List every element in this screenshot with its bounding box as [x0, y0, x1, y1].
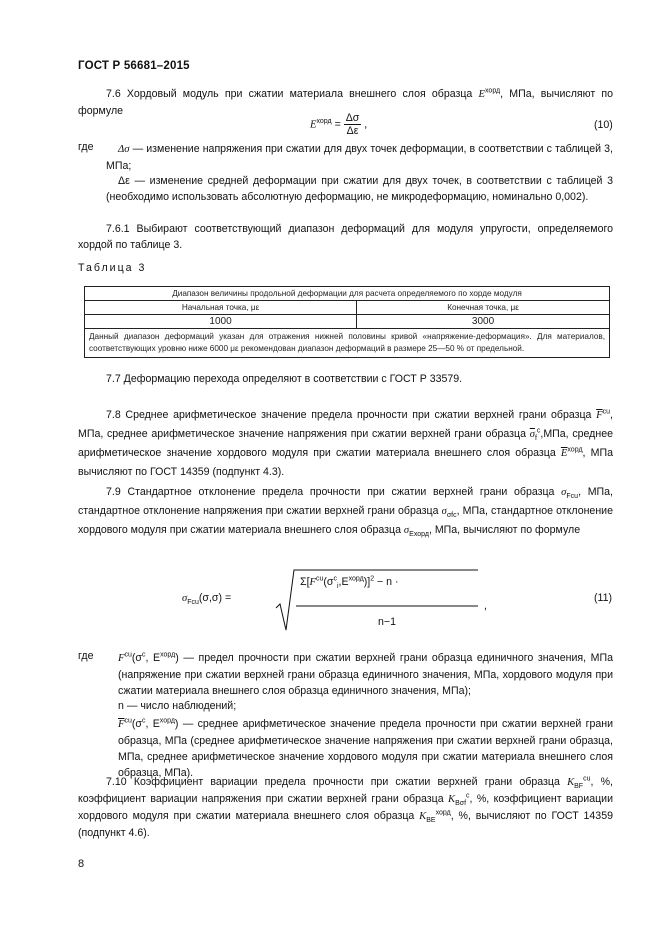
- table-col-start: Начальная точка, με: [85, 301, 357, 315]
- equation-number-11: (11): [594, 592, 613, 604]
- where-label-2: где: [78, 650, 94, 662]
- formula-10: $E^{хорд}$ = $\frac{\Delta\sigma}{\Delta\varepsilon}$ ,: [310, 112, 368, 137]
- section-7-7: 7.7 Деформацию перехода определяют в соответствии с ГОСТ Р 33579.: [106, 373, 463, 385]
- equation-number-10: (10): [594, 119, 613, 131]
- definition-n: n — число наблюдений;: [118, 700, 237, 712]
- formula-11: $\sigma_{Fcu}(\sigma,\sigma)$ = $\Sigma[F^{cu}(\sigma^c_i,E^{хорд})]^2 - n$ · n−1 ,: [182, 566, 482, 638]
- section-7-9: 7.9 Стандартное отклонение предела прочности при сжатии верхней грани образца $\sigma_{Fcu}$, МПа, стандартное отклонение напряжения при сжатии верхней грани образца $\sigma_{\sigma fc}$, МПа, стандартное отклонение хордового модуля при сжатии материала внешнего слоя образца $\sigma_{Eхорд}$, МПа, вычисляют по формуле: [78, 486, 613, 539]
- section-7-10: 7.10 Коэффициент вариации предела прочности при сжатии верхней грани образца $K_{BF}^{cu}$, %, коэффициент вариации напряжения при сжатии верхней грани образца $K_{B\sigma f}^c$, %, коэффициент вариации хордового модуля при сжатии материала внешнего слоя образца $K_{BE}^{хорд}$, %, вычисляют по ГОСТ 14359 (подпункт 4.6).: [78, 775, 614, 839]
- table-col-end: Конечная точка, με: [357, 301, 610, 315]
- section-7-6: 7.6 Хордовый модуль при сжатии материала внешнего слоя образца $E^{хорд}$, МПа, вычисляют по формуле: [78, 87, 613, 117]
- document-header: ГОСТ Р 56681–2015: [78, 60, 190, 72]
- table-value-end: 3000: [357, 315, 610, 329]
- section-7-6-1: 7.6.1 Выбирают соответствующий диапазон деформаций для модуля упругости, определяемого хордой по таблице 3.: [78, 223, 613, 251]
- definition-fcu: $F^{cu}(\sigma^c$, $E^{хорд}$) — предел прочности при сжатии верхней грани образца единичного значения, МПа (напряжение при сжатии верхней грани образца единичного значения, МПа, хордового модуля при сжатии материала внешнего слоя образца единичного значения, МПа);: [118, 651, 613, 697]
- table-caption: Таблица 3: [78, 262, 147, 274]
- section-7-8: 7.8 Среднее арифметическое значение предела прочности при сжатии верхней грани образца $\overline{F}^{cu}$, МПа, среднее арифметическое значение напряжения при сжатии верхней грани образца $\overline{\sigma}_f^c,МПа$, среднее арифметическое значение хордового модуля при сжатии материала внешнего слоя образца $\overline{E}^{хорд}$, МПа вычисляют по ГОСТ 14359 (подпункт 4.3).: [78, 408, 613, 478]
- table-value-start: 1000: [85, 315, 357, 329]
- table-3: [84, 286, 610, 358]
- page-number: 8: [78, 858, 85, 870]
- fraction: $\frac{\Delta\sigma}{\Delta\varepsilon}$: [345, 112, 360, 137]
- definition-delta-sigma: Δσ — изменение напряжения при сжатии для двух точек деформации, в соответствии с таблицей 3, МПа;: [106, 143, 613, 172]
- table-note: Данный диапазон деформаций указан для отражения нижней половины кривой «напряжение-деформация». Для материалов, соответствующих уровню ниже 6000 με рекомендован диапазон деформаций в размере 25—50 % от предельной.: [85, 329, 610, 358]
- table-header: Диапазон величины продольной деформации для расчета определяемого по хорде модуля: [85, 287, 610, 301]
- formula-11-lhs: $\sigma_{Fcu}(\sigma,\sigma)$ =: [182, 592, 232, 607]
- formula-11-denominator: n−1: [378, 616, 396, 628]
- definition-delta-epsilon: Δε — изменение средней деформации при сжатии для двух точек, в соответствии с таблицей 3 (необходимо использовать абсолютную деформацию, не микродеформацию, номинально 0,002).: [106, 175, 613, 203]
- formula-11-numerator: $\Sigma[F^{cu}(\sigma^c_i,E^{хорд})]^2 - n$ ·: [300, 575, 399, 591]
- definition-mean: $\overline{F}^{cu}(\sigma^c$, $E^{хорд}$) — среднее арифметическое значение предела прочности при сжатии верхней грани образца, МПа (среднее арифметическое значение напряжения при сжатии верхней грани образца, МПа, среднее арифметическое значение хордового модуля при сжатии материала внешнего слоя образца, МПа).: [118, 717, 613, 779]
- where-label: где: [78, 141, 94, 153]
